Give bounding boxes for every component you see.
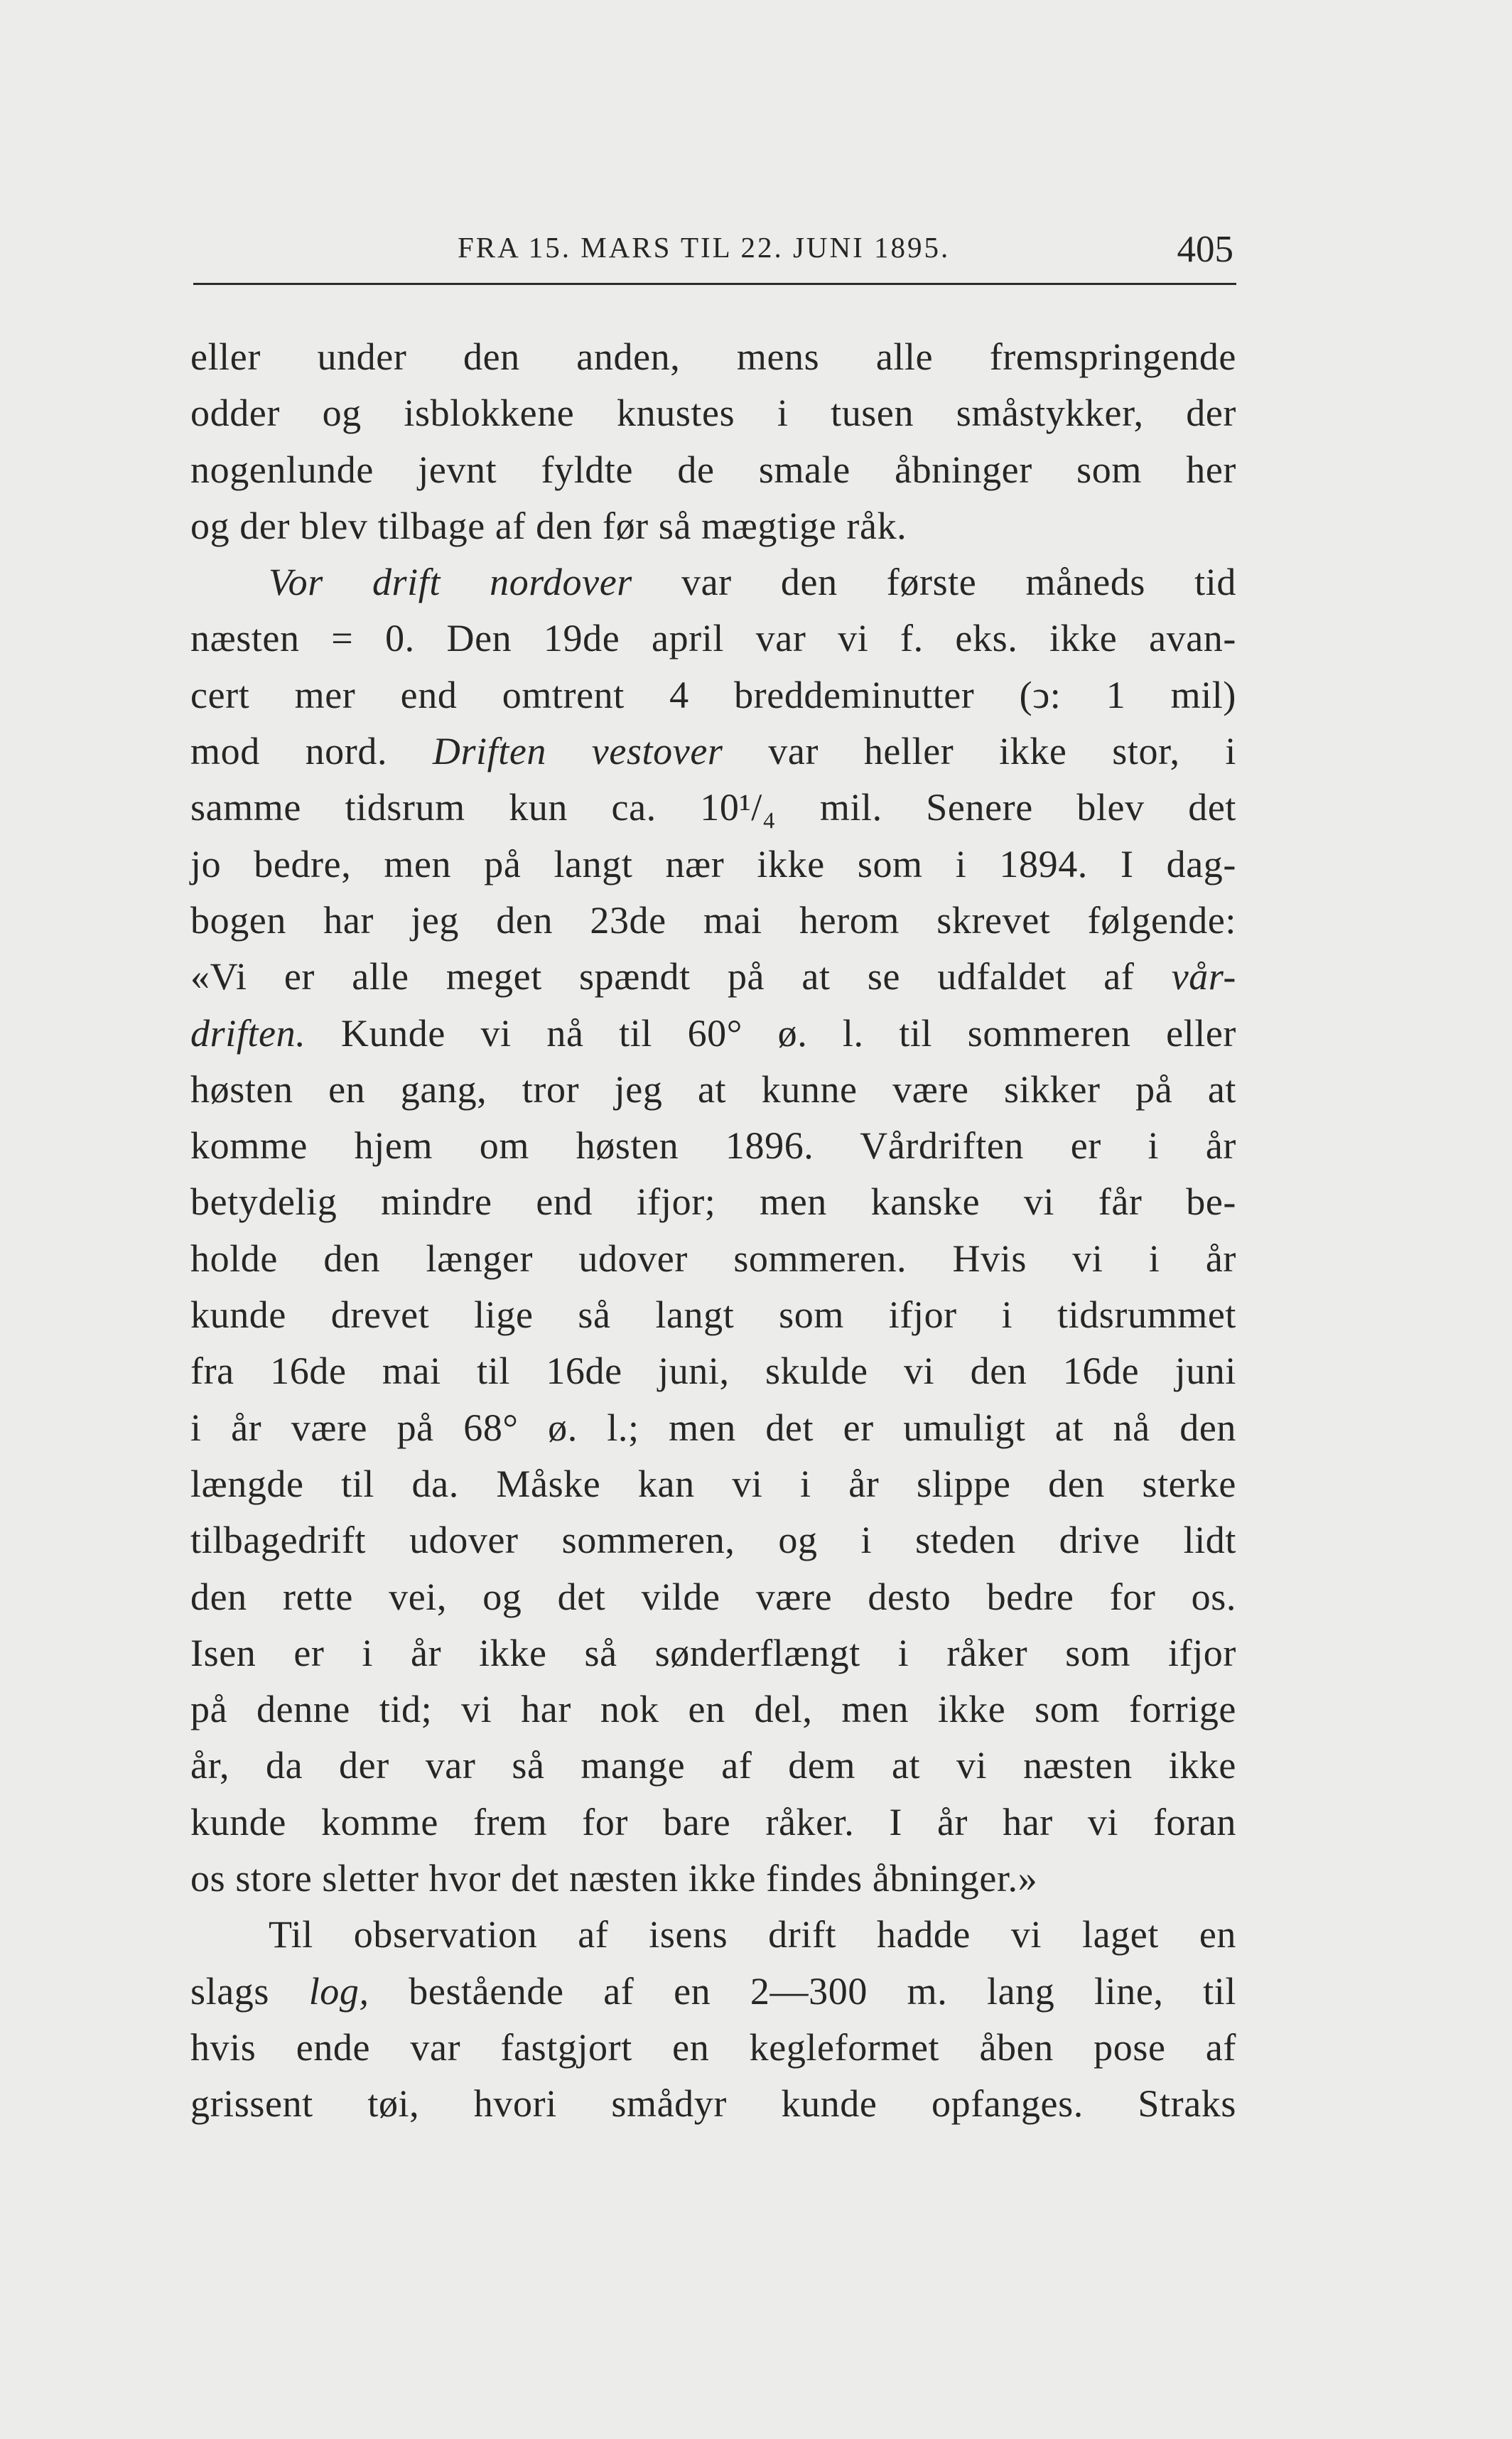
text-line: Vor drift nordover var den første måneds tid <box>269 561 1236 604</box>
italic-phrase: Driften vestover <box>432 730 723 773</box>
text-line: hvis ende var fastgjort en kegleformet åben pose af <box>190 2025 1236 2069</box>
text-line: slags log, bestående af en 2—300 m. lang line, til <box>190 1969 1236 2013</box>
text-line: driften. Kunde vi nå til 60° ø. l. til sommeren eller <box>190 1011 1236 1055</box>
page-header <box>193 226 1236 285</box>
text-line: grissent tøi, hvori smådyr kunde opfanges. Straks <box>190 2082 1236 2126</box>
italic-phrase: log, <box>308 1969 369 2013</box>
text-line: og der blev tilbage af den før så mægtige råk. <box>190 504 907 547</box>
text-line: bogen har jeg den 23de mai herom skrevet følgende: <box>190 898 1236 942</box>
text-line: kunde drevet lige så langt som ifjor i tidsrummet <box>190 1293 1236 1337</box>
text-line: samme tidsrum kun ca. 10¹/₄ mil. Senere blev det <box>190 786 1236 829</box>
text-line: odder og isblokkene knustes i tusen småstykker, der <box>190 392 1236 435</box>
text-line: nogenlunde jevnt fyldte de smale åbninger som her <box>190 448 1236 491</box>
running-head: FRA 15. MARS TIL 22. JUNI 1895. <box>458 231 951 264</box>
page-number: 405 <box>1177 229 1233 270</box>
text-line: i år være på 68° ø. l.; men det er umuligt at nå den <box>190 1406 1236 1449</box>
text-line: «Vi er alle meget spændt på at se udfaldet af vår- <box>190 955 1236 998</box>
text-line: cert mer end omtrent 4 breddeminutter (ↄ: 1 mil) <box>190 673 1236 716</box>
text-line: høsten en gang, tror jeg at kunne være sikker på at <box>190 1067 1236 1111</box>
text-line: mod nord. Driften vestover var heller ikke stor, i <box>190 730 1236 773</box>
text-line: kunde komme frem for bare råker. I år har vi foran <box>190 1800 1236 1843</box>
text-line: Til observation af isens drift hadde vi laget en <box>269 1913 1236 1956</box>
italic-phrase: vår- <box>1171 955 1236 998</box>
text-line: jo bedre, men på langt nær ikke som i 1894. I dag- <box>190 842 1236 885</box>
text-line: eller under den anden, mens alle fremspringende <box>190 335 1236 378</box>
text-line: år, da der var så mange af dem at vi næsten ikke <box>190 1744 1236 1787</box>
text-line: på denne tid; vi har nok en del, men ikke som forrige <box>190 1688 1236 1731</box>
text-line: Isen er i år ikke så sønderflængt i råker som ifjor <box>190 1631 1236 1674</box>
text-line: tilbagedrift udover sommeren, og i steden drive lidt <box>190 1519 1236 1562</box>
text-line: fra 16de mai til 16de juni, skulde vi den 16de juni <box>190 1350 1236 1393</box>
text-line: os store sletter hvor det næsten ikke findes åbninger.» <box>190 1857 1038 1900</box>
body-text <box>190 329 1236 2133</box>
text-line: holde den længer udover sommeren. Hvis vi i år <box>190 1237 1236 1280</box>
text-line: komme hjem om høsten 1896. Vårdriften er i år <box>190 1124 1236 1168</box>
italic-phrase: driften. <box>190 1011 306 1055</box>
text-line: længde til da. Måske kan vi i år slippe den sterke <box>190 1462 1236 1505</box>
text-line: den rette vei, og det vilde være desto bedre for os. <box>190 1575 1236 1618</box>
text-line: næsten = 0. Den 19de april var vi f. eks. ikke avan- <box>190 617 1236 660</box>
italic-phrase: Vor drift nordover <box>269 561 632 604</box>
text-line: betydelig mindre end ifjor; men kanske vi får be- <box>190 1180 1236 1224</box>
